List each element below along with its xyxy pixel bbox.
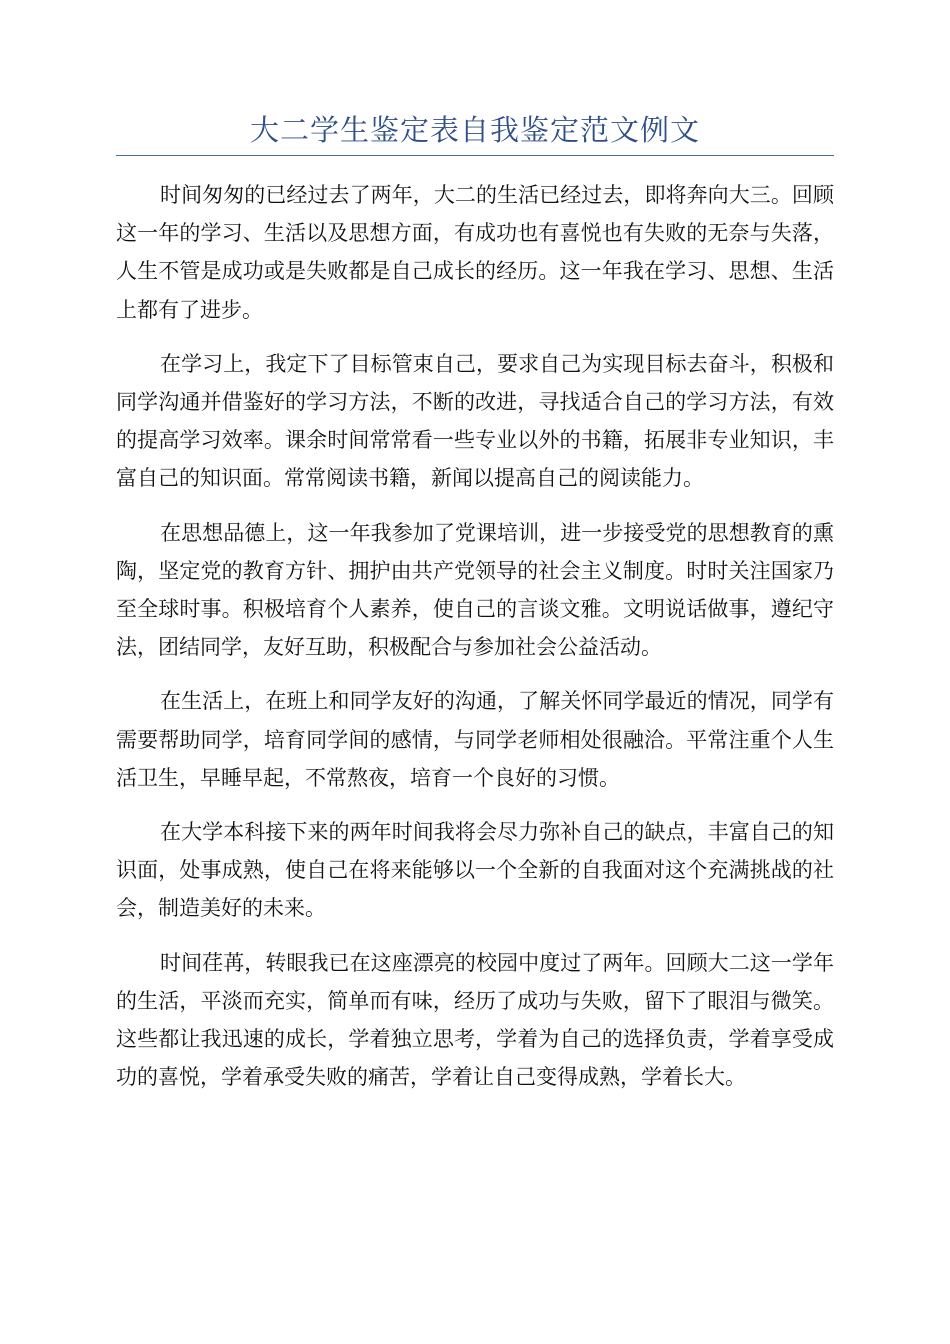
document-body — [116, 176, 834, 1112]
document-title: 大二学生鉴定表自我鉴定范文例文 — [249, 113, 700, 147]
paragraph-5: 在大学本科接下来的两年时间我将会尽力弥补自己的缺点，丰富自己的知识面，处事成熟，使自己在将来能够以一个全新的自我面对这个充满挑战的社会，制造美好的未来。 — [116, 820, 834, 921]
title-underline — [116, 155, 834, 156]
title-block — [116, 110, 834, 156]
paragraph-6: 时间荏苒，转眼我已在这座漂亮的校园中度过了两年。回顾大二这一学年的生活，平淡而充实，简单而有味，经历了成功与失败，留下了眼泪与微笑。这些都让我迅速的成长，学着独立思考，学着为自己的选择负责，学着享受成功的喜悦，学着承受失败的痛苦，学着让自己变得成熟，学着长大。 — [116, 950, 834, 1090]
paragraph-1: 时间匆匆的已经过去了两年，大二的生活已经过去，即将奔向大三。回顾这一年的学习、生活以及思想方面，有成功也有喜悦也有失败的无奈与失落，人生不管是成功或是失败都是自己成长的经历。这一年我在学习、思想、生活上都有了进步。 — [116, 183, 834, 322]
paragraph-2: 在学习上，我定下了目标管束自己，要求自己为实现目标去奋斗，积极和同学沟通并借鉴好的学习方法，不断的改进，寻找适合自己的学习方法，有效的提高学习效率。课余时间常常看一些专业以外的书籍，拓展非专业知识，丰富自己的知识面。常常阅读书籍，新闻以提高自己的阅读能力。 — [116, 351, 834, 491]
paragraph-4: 在生活上，在班上和同学友好的沟通，了解关怀同学最近的情况，同学有需要帮助同学，培育同学间的感情，与同学老师相处很融洽。平常注重个人生活卫生，早睡早起，不常熬夜，培育一个良好的习惯。 — [116, 689, 834, 790]
paragraph-3: 在思想品德上，这一年我参加了党课培训，进一步接受党的思想教育的熏陶，坚定党的教育方针、拥护由共产党领导的社会主义制度。时时关注国家乃至全球时事。积极培育个人素养，使自己的言谈文雅。文明说话做事，遵纪守法，团结同学，友好互助，积极配合与参加社会公益活动。 — [116, 520, 834, 660]
